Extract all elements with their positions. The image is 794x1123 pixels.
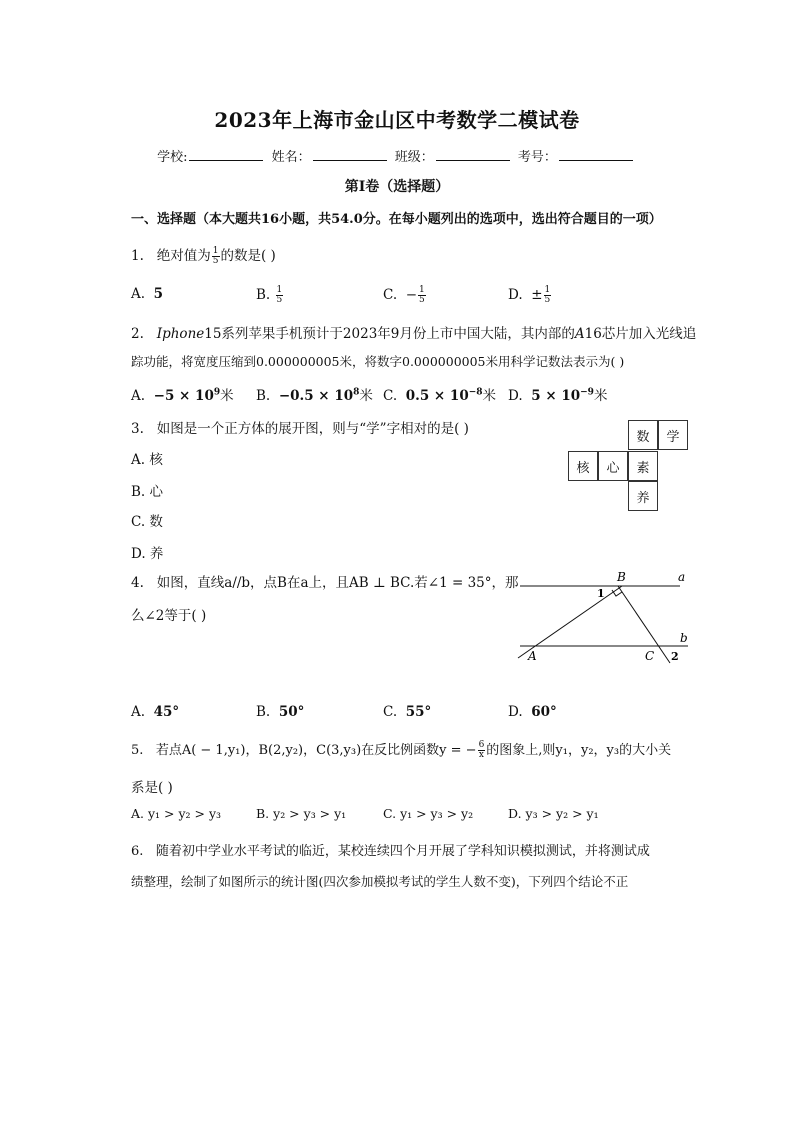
q4-option-d[interactable]: D. 60° xyxy=(508,704,557,720)
net-cell-shu: 数 xyxy=(628,420,658,450)
school-blank xyxy=(189,148,263,161)
q2-option-d[interactable]: D. $5 \times 10^{-9}$米 xyxy=(508,387,608,404)
q1-option-a[interactable]: A. 5 xyxy=(131,286,164,302)
question-6-line-2: 绩整理，绘制了如图所示的统计图(四次参加模拟考试的学生人数不变)，下列四个结论不正 xyxy=(131,874,629,889)
question-text: 绝对值为 xyxy=(156,248,211,264)
class-label: 班级： xyxy=(394,150,434,165)
q2-option-c[interactable]: C. $0.5 \times 10^{-8}$米 xyxy=(383,387,497,404)
section-heading: 第Ⅰ卷（选择题） xyxy=(344,179,450,195)
label-A: A xyxy=(528,649,537,663)
student-info-line xyxy=(0,146,794,165)
q3-option-b[interactable]: B. 心 xyxy=(131,484,164,500)
net-cell-he: 核 xyxy=(568,451,598,481)
net-cell-su: 素 xyxy=(628,451,658,481)
q4-option-c[interactable]: C. 55° xyxy=(383,704,432,720)
name-label: 姓名： xyxy=(271,150,311,165)
segment-ab xyxy=(518,586,622,658)
label-b: b xyxy=(680,631,688,645)
q5-option-a[interactable]: A. y₁ > y₂ > y₃ xyxy=(131,806,222,821)
net-cell-yang: 养 xyxy=(628,481,658,511)
net-cell-xue: 学 xyxy=(658,420,688,450)
q1-option-c[interactable]: C. − $\frac{1}{5}$ xyxy=(383,285,425,305)
segment-bc xyxy=(618,586,670,663)
class-blank xyxy=(436,148,510,161)
label-angle-2: 2 xyxy=(671,650,679,663)
q5-option-c[interactable]: C. y₁ > y₃ > y₂ xyxy=(383,806,474,821)
exam-no-blank xyxy=(559,148,633,161)
question-5-line-2: 系是( ) xyxy=(131,780,173,796)
q5-option-b[interactable]: B. y₂ > y₃ > y₁ xyxy=(256,806,347,821)
fraction: $\frac{1}{5}$ xyxy=(212,246,219,266)
label-C: C xyxy=(645,649,655,663)
net-cell-xin: 心 xyxy=(598,451,628,481)
part-heading: 一、选择题（本大题共16小题，共54.0分。在每小题列出的选项中，选出符合题目的一项） xyxy=(131,212,662,227)
q3-option-c[interactable]: C. 数 xyxy=(131,514,163,530)
question-2: 2. Iphone15系列苹果手机预计于2023年9月份上市中国大陆，其内部的A16芯片加入光线追 xyxy=(131,326,697,342)
q1-option-b[interactable]: B. $\frac{1}{5}$ xyxy=(256,285,283,305)
q3-option-d[interactable]: D. 养 xyxy=(131,546,164,562)
label-angle-1: 1 xyxy=(597,587,605,600)
q4-option-a[interactable]: A. 45° xyxy=(131,704,180,720)
parallel-lines-figure xyxy=(510,566,700,666)
question-number: 1. xyxy=(131,248,144,264)
school-label: 学校: xyxy=(157,150,188,165)
q1-option-d[interactable]: D. ± $\frac{1}{5}$ xyxy=(508,285,551,305)
label-a: a xyxy=(678,570,686,584)
question-2-line-2: 踪功能，将宽度压缩到0.000000005米，将数字0.000000005米用科学记数法表示为( ) xyxy=(131,354,625,369)
page-title: 2023年上海市金山区中考数学二模试卷 xyxy=(214,108,580,132)
question-3: 3. 如图是一个正方体的展开图，则与“学”字相对的是( ) xyxy=(131,421,469,437)
q2-option-a[interactable]: A. $-5 \times 10^9$米 xyxy=(131,387,234,404)
question-1 xyxy=(131,244,276,266)
question-text: 的数是( ) xyxy=(220,248,276,264)
name-blank xyxy=(313,148,387,161)
exam-no-label: 考号： xyxy=(517,150,557,165)
q3-option-a[interactable]: A. 核 xyxy=(131,452,163,468)
q2-option-b[interactable]: B. $-0.5 \times 10^8$米 xyxy=(256,387,373,404)
q4-option-b[interactable]: B. 50° xyxy=(256,704,305,720)
question-6: 6. 随着初中学业水平考试的临近，某校连续四个月开展了学科知识模拟测试，并将测试成 xyxy=(131,844,650,859)
q5-option-d[interactable]: D. y₃ > y₂ > y₁ xyxy=(508,806,599,821)
question-5: 5. 若点A( − 1,y₁)，B(2,y₂)，C(3,y₃)在反比例函数y = − $\frac{6}{x}$ 的图象上,则y₁，y₂，y₃的大小关 xyxy=(131,740,672,760)
right-angle-mark xyxy=(612,590,622,596)
question-4: 4. 如图，直线a//b，点B在a上，且AB ⊥ BC.若∠1 = 35°，那 xyxy=(131,575,519,591)
question-4-line-2: 么∠2等于( ) xyxy=(131,608,207,624)
label-B: B xyxy=(617,570,626,584)
